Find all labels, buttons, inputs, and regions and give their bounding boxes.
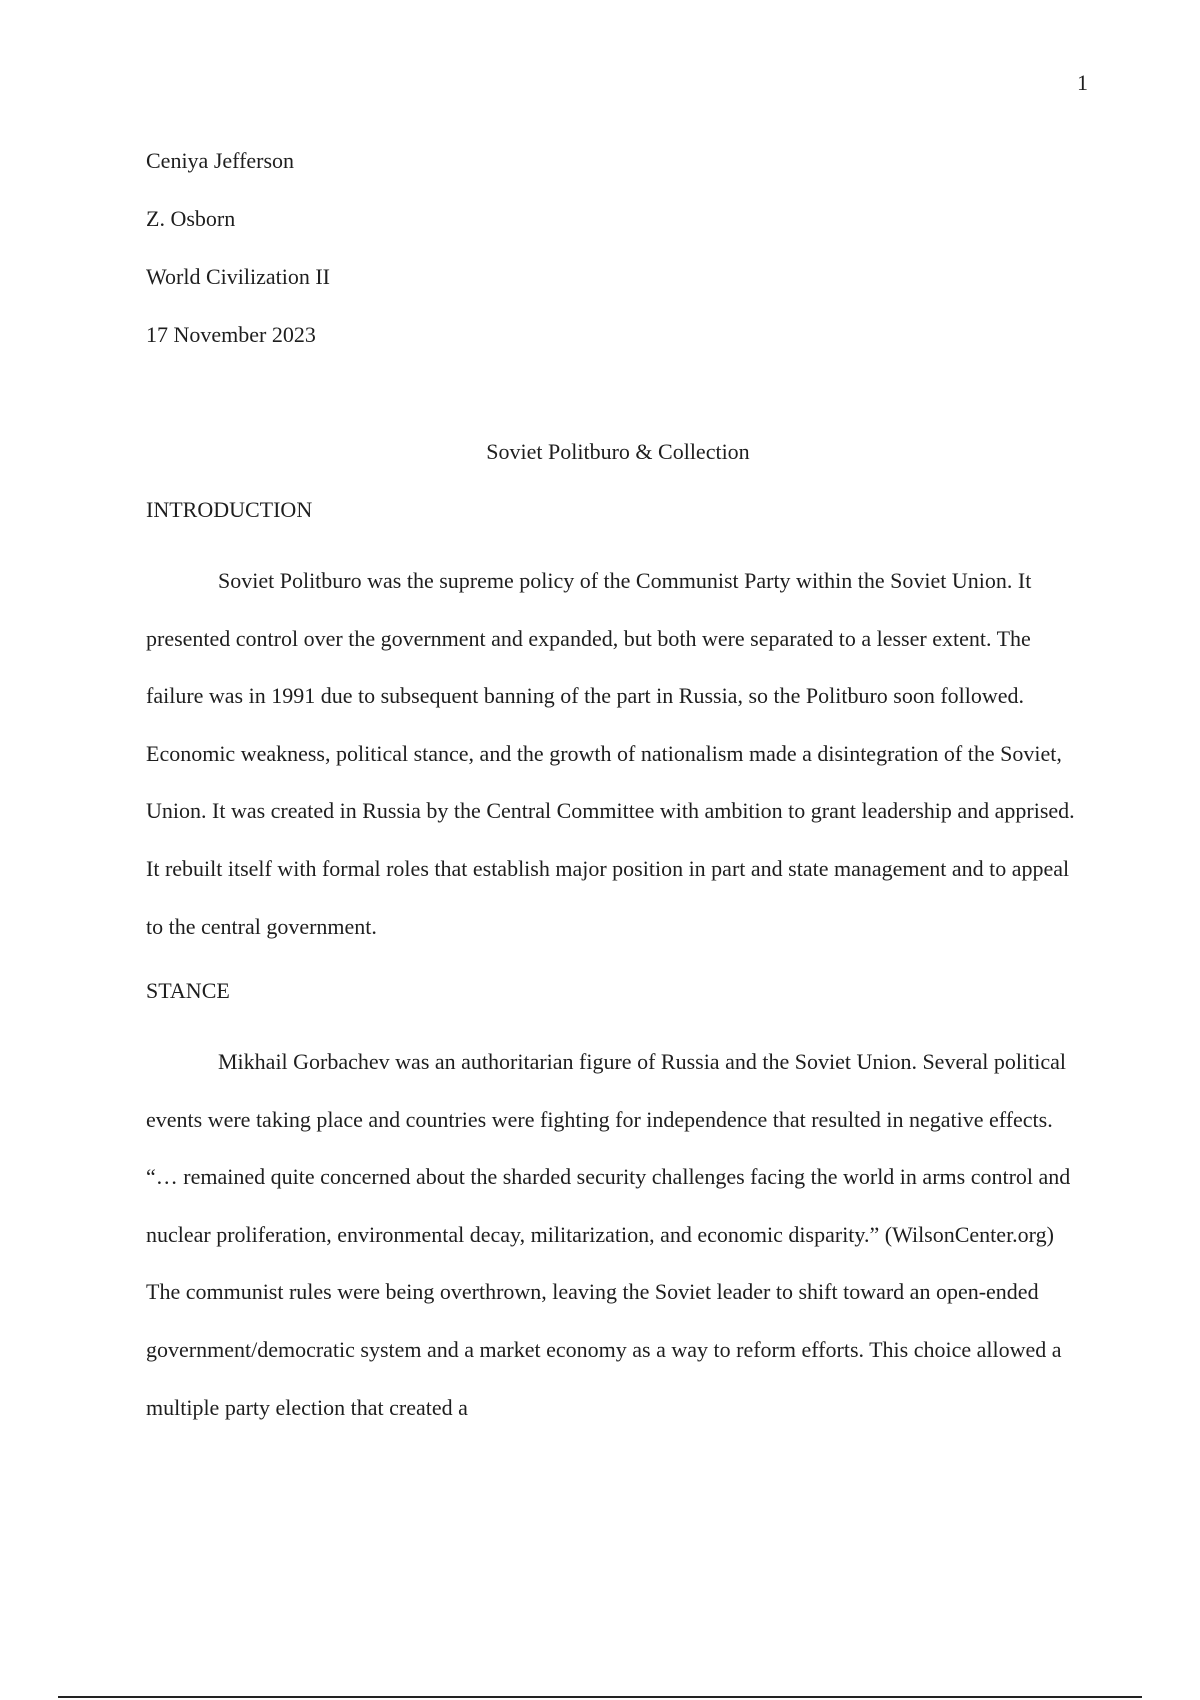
course-name: World Civilization II (146, 264, 330, 289)
paragraph-introduction (146, 552, 1076, 955)
section-heading-stance: STANCE (146, 978, 230, 1003)
document-date: 17 November 2023 (146, 322, 316, 347)
paragraph-text: Mikhail Gorbachev was an authoritarian figure of Russia and the Soviet Union. Several political events were taking place and countries were fighting for independence that resulted in negative effects. “… remained quite concerned about the sharded security challenges facing the world in arms control and nuclear proliferation, environmental decay, militarization, and economic disparity.” (WilsonCenter.org) The communist rules were being overthrown, leaving the Soviet leader to shift toward an open-ended government/democratic system and a market economy as a way to reform efforts. This choice allowed a multiple party election that created a (146, 1049, 1071, 1420)
document-title: Soviet Politburo & Collection (486, 439, 750, 464)
page-bottom-rule (58, 1696, 1142, 1698)
paragraph-text: Soviet Politburo was the supreme policy of the Communist Party within the Soviet Union. It presented control over the government and expanded, but both were separated to a lesser extent. The failure was in 1991 due to subsequent banning of the part in Russia, so the Politburo soon followed. Economic weakness, political stance, and the growth of nationalism made a disintegration of the Soviet, Union. It was created in Russia by the Central Committee with ambition to grant leadership and apprised. It rebuilt itself with formal roles that establish major position in part and state management and to appeal to the central government. (146, 568, 1075, 939)
header-block (146, 146, 330, 378)
instructor-name: Z. Osborn (146, 206, 236, 231)
section-heading-introduction: INTRODUCTION (146, 497, 313, 522)
paragraph-stance (146, 1033, 1076, 1436)
page-number: 1 (1077, 70, 1088, 95)
author-name: Ceniya Jefferson (146, 148, 295, 173)
